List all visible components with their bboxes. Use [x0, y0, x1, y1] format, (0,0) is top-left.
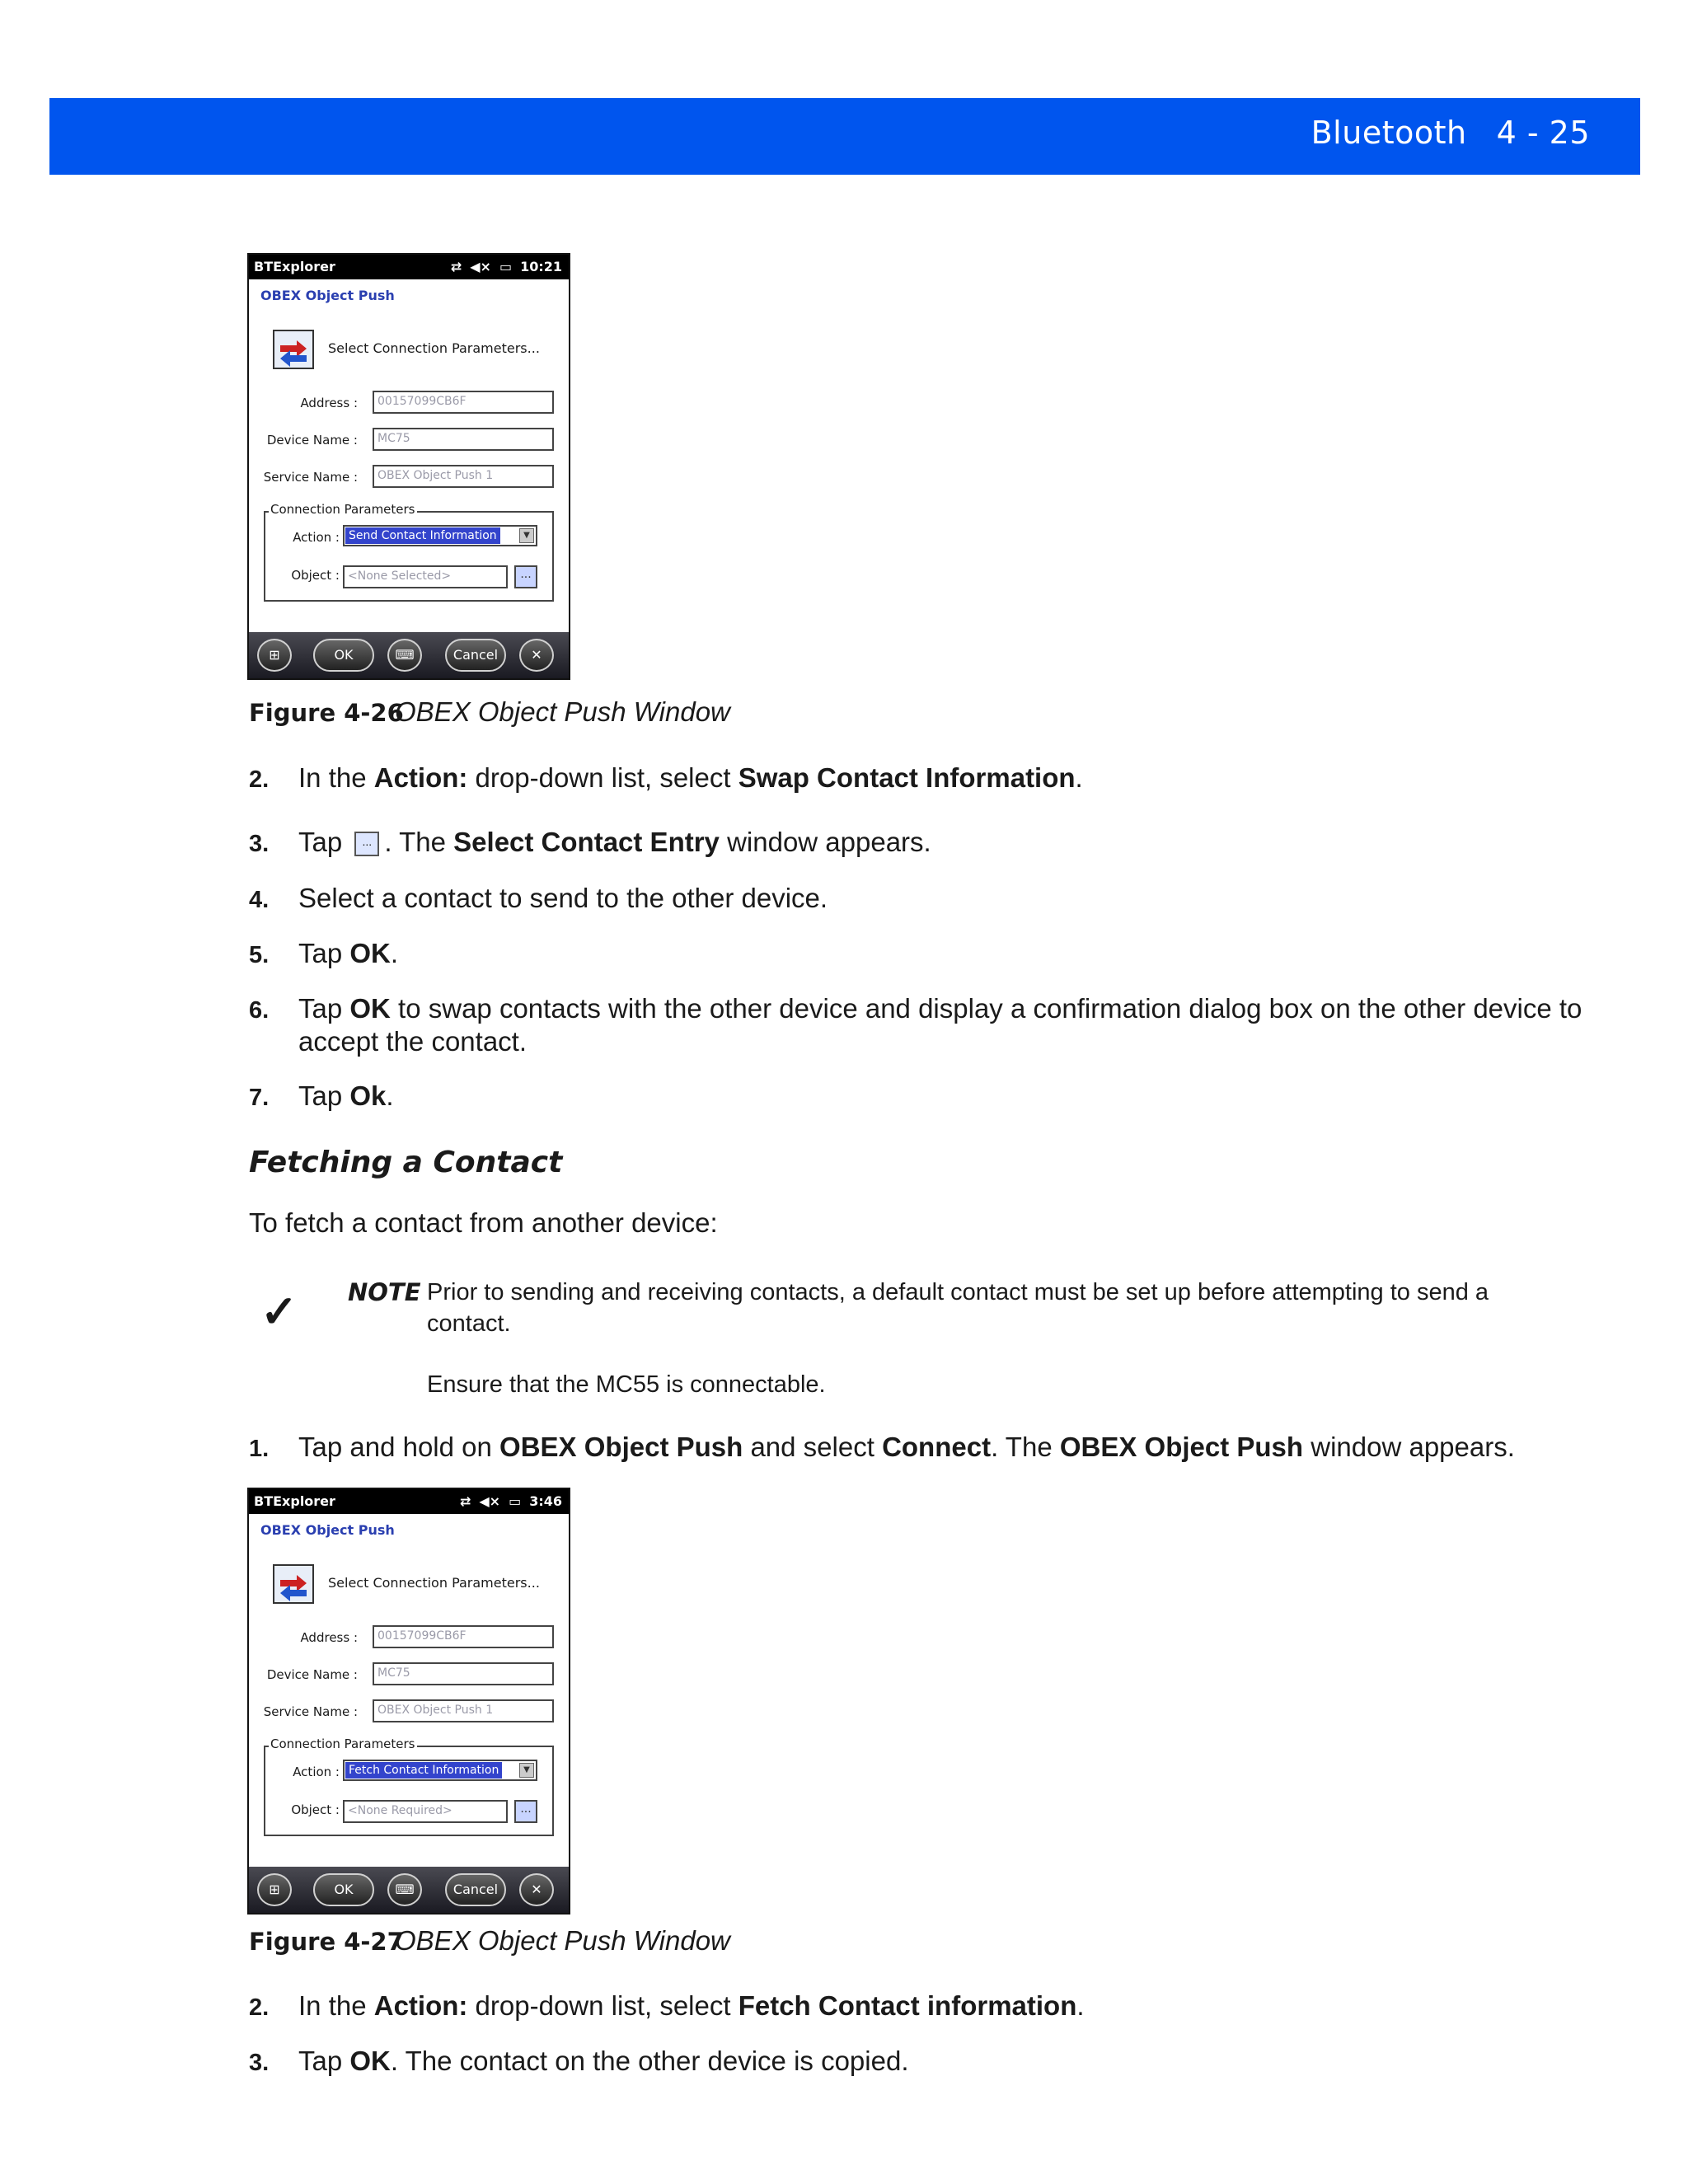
windows-logo-icon: ⊞	[269, 1882, 280, 1897]
window-heading: OBEX Object Push	[260, 288, 395, 303]
chevron-down-icon[interactable]: ▼	[519, 528, 534, 543]
step-text: Tap and hold on OBEX Object Push and select Connect. The OBEX Object Push window appears.	[298, 1432, 1515, 1462]
object-field[interactable]: <None Selected>	[343, 565, 508, 588]
browse-button[interactable]: ...	[514, 1800, 537, 1823]
object-label: Object :	[291, 568, 340, 583]
browse-button-inline: ...	[354, 832, 379, 856]
address-label: Address :	[300, 1630, 358, 1645]
connectivity-icon: ⇄	[459, 1493, 471, 1509]
battery-icon: ▭	[499, 259, 513, 274]
step-text: Tap ... . The Select Contact Entry window appears.	[298, 827, 931, 857]
step-number: 2.	[249, 1994, 270, 2021]
status-area	[451, 259, 562, 274]
service-name-label: Service Name :	[263, 1704, 358, 1719]
device-name-label: Device Name :	[266, 433, 358, 448]
chapter-title: Bluetooth	[1311, 115, 1467, 151]
window-heading: OBEX Object Push	[260, 1522, 395, 1538]
windows-start-button[interactable]	[257, 1873, 292, 1906]
figure-1-title: OBEX Object Push Window	[395, 696, 730, 727]
battery-icon: ▭	[509, 1493, 522, 1509]
service-name-field[interactable]: OBEX Object Push 1	[373, 465, 554, 488]
page-number: 4 - 25	[1496, 115, 1590, 151]
device-name-label: Device Name :	[266, 1667, 358, 1682]
action-label: Action :	[293, 530, 340, 545]
speaker-mute-icon: ◀×	[479, 1493, 501, 1509]
browse-button[interactable]: ...	[514, 565, 537, 588]
cancel-softkey[interactable]: Cancel	[445, 639, 506, 672]
clock: 10:21	[520, 259, 562, 274]
step-text: Tap OK to swap contacts with the other device and display a confirmation dialog box on the other device to	[298, 993, 1582, 1024]
note-text: Prior to sending and receiving contacts, a default contact must be set up before attempting to send a	[427, 1279, 1489, 1305]
group-label: Connection Parameters	[270, 502, 415, 517]
address-label: Address :	[300, 396, 358, 410]
section-intro: To fetch a contact from another device:	[249, 1207, 718, 1238]
action-dropdown[interactable]	[343, 1760, 537, 1781]
note-label: NOTE	[348, 1278, 421, 1306]
obex-push-icon	[272, 1563, 315, 1605]
obex-push-icon	[272, 329, 315, 370]
close-icon: ✕	[531, 1882, 542, 1897]
connection-prompt: Select Connection Parameters...	[328, 1575, 540, 1591]
action-label: Action :	[293, 1765, 340, 1779]
address-field[interactable]: 00157099CB6F	[373, 1625, 554, 1648]
service-name-field[interactable]: OBEX Object Push 1	[373, 1699, 554, 1722]
step-number: 3.	[249, 831, 270, 857]
group-label: Connection Parameters	[270, 1736, 415, 1751]
device-name-field[interactable]: MC75	[373, 1662, 554, 1685]
close-button[interactable]	[519, 639, 554, 672]
keyboard-icon: ⌨	[395, 1882, 415, 1897]
connectivity-icon: ⇄	[450, 259, 462, 274]
step-number: 7.	[249, 1085, 270, 1111]
section-heading: Fetching a Contact	[249, 1146, 563, 1179]
figure-1-label: Figure 4-26	[249, 699, 404, 727]
action-dropdown[interactable]	[343, 525, 537, 546]
device-titlebar	[249, 255, 569, 279]
device-bottom-bar	[249, 632, 569, 678]
object-field[interactable]: <None Required>	[343, 1800, 508, 1823]
note-text-continued: contact.	[427, 1310, 511, 1337]
device-name-field[interactable]: MC75	[373, 428, 554, 451]
step-number: 5.	[249, 942, 270, 968]
step-number: 1.	[249, 1436, 270, 1462]
chevron-down-icon[interactable]: ▼	[519, 1763, 534, 1778]
action-selected-value: Fetch Contact Information	[345, 1762, 502, 1779]
speaker-mute-icon: ◀×	[470, 259, 491, 274]
step-text-continued: accept the contact.	[298, 1026, 528, 1057]
connection-prompt: Select Connection Parameters...	[328, 340, 540, 356]
close-button[interactable]	[519, 1873, 554, 1906]
step-number: 4.	[249, 887, 270, 913]
step-text: Tap OK. The contact on the other device is copied.	[298, 2046, 909, 2076]
device-bottom-bar	[249, 1867, 569, 1913]
step-text: Select a contact to send to the other device.	[298, 883, 828, 913]
keyboard-icon: ⌨	[395, 647, 415, 663]
device-titlebar	[249, 1489, 569, 1514]
address-field[interactable]: 00157099CB6F	[373, 391, 554, 414]
step-text: Tap Ok.	[298, 1080, 394, 1111]
figure-2-title: OBEX Object Push Window	[395, 1925, 730, 1956]
ok-softkey[interactable]: OK	[313, 639, 374, 672]
keyboard-button[interactable]	[387, 1873, 422, 1906]
close-icon: ✕	[531, 647, 542, 663]
device-screenshot-1	[247, 253, 570, 680]
service-name-label: Service Name :	[263, 470, 358, 485]
keyboard-button[interactable]	[387, 639, 422, 672]
app-title: BTExplorer	[254, 1493, 335, 1509]
step-number: 6.	[249, 997, 270, 1024]
cancel-softkey[interactable]: Cancel	[445, 1873, 506, 1906]
page-header-bar	[49, 98, 1640, 175]
action-selected-value: Send Contact Information	[345, 527, 500, 544]
checkmark-icon: ✓	[260, 1287, 298, 1337]
figure-2-label: Figure 4-27	[249, 1928, 404, 1956]
step-number: 2.	[249, 766, 270, 793]
step-text: In the Action: drop-down list, select Swap Contact Information.	[298, 762, 1083, 793]
note-text-2: Ensure that the MC55 is connectable.	[427, 1371, 826, 1398]
object-label: Object :	[291, 1802, 340, 1817]
status-area	[460, 1493, 562, 1509]
page-header	[1311, 115, 1590, 151]
windows-logo-icon: ⊞	[269, 647, 280, 663]
step-text: In the Action: drop-down list, select Fetch Contact information.	[298, 1990, 1085, 2021]
step-text: Tap OK.	[298, 938, 399, 968]
step-number: 3.	[249, 2050, 270, 2076]
clock: 3:46	[529, 1493, 562, 1509]
device-screenshot-2	[247, 1488, 570, 1915]
windows-start-button[interactable]	[257, 639, 292, 672]
app-title: BTExplorer	[254, 259, 335, 274]
ok-softkey[interactable]: OK	[313, 1873, 374, 1906]
